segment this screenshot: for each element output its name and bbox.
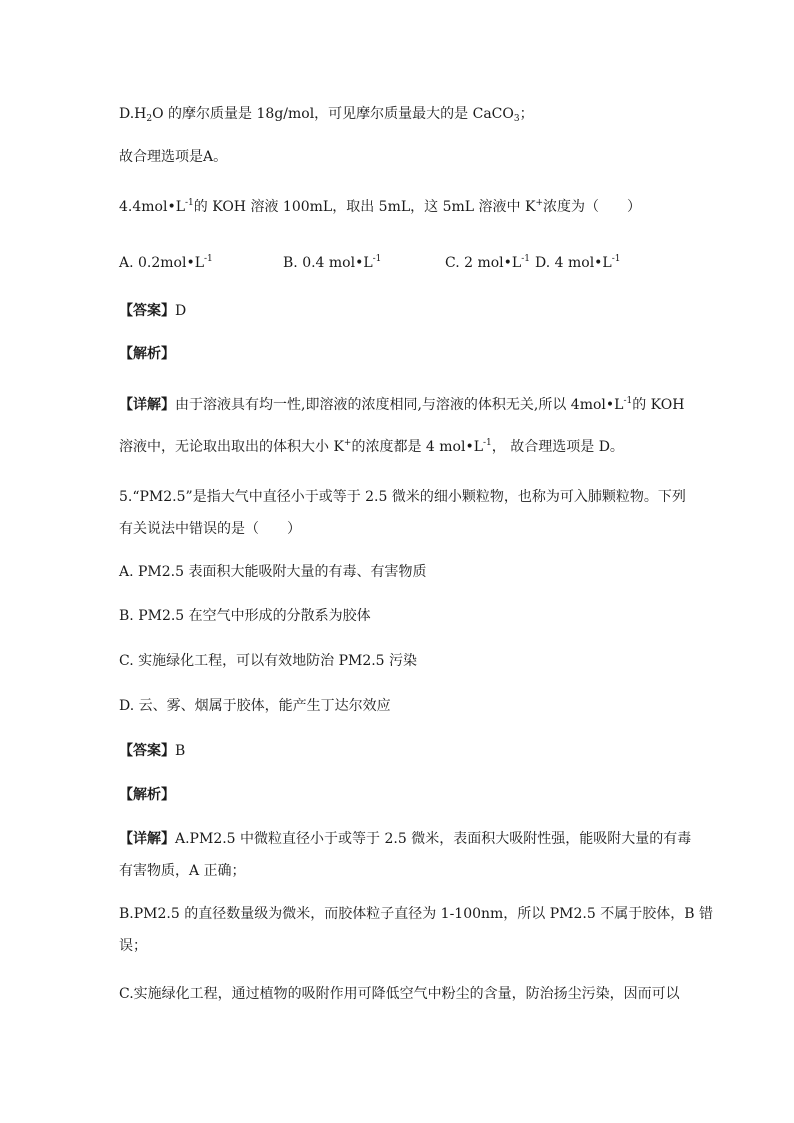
question-5-stem-line-2: 有关说法中错误的是（ ）: [119, 521, 301, 537]
detail-tag: 【详解】: [119, 397, 175, 413]
question-4-option-c: C. 2 $mol•L^{-1}$: [445, 254, 530, 271]
superscript: +: [535, 198, 543, 208]
question-4-option-b: B. 0.4 $mol•L^{-1}$: [283, 254, 382, 271]
question-4-answer: [119, 301, 186, 321]
detail-tag: 【详解】: [119, 831, 175, 847]
question-5-analysis-heading: 【解析】: [119, 787, 175, 803]
question-4-stem: [119, 197, 641, 217]
question-5-stem-line-1: 5.“PM2.5”是指大气中直径小于或等于 2.5 微米的细小颗粒物，也称为可入肺颗粒物。下列: [119, 489, 686, 505]
answer-tag: 【答案】: [119, 303, 175, 319]
question-5-option-c: C. 实施绿化工程，可以有效地防治 PM2.5 污染: [119, 653, 418, 669]
answer-value: D: [175, 303, 187, 319]
text-line-conclusion: 故合理选项是A。: [119, 149, 228, 165]
superscript: -1: [185, 198, 194, 208]
text: 4.4mol•L: [119, 199, 186, 215]
question-5-detail-c-line-1: C.实施绿化工程，通过植物的吸附作用可降低空气中粉尘的含量，防治扬尘污染，因而可以: [119, 986, 680, 1002]
question-5-detail-b-line-2: 误；: [119, 938, 147, 954]
question-5-option-b: B. PM2.5 在空气中形成的分散系为胶体: [119, 608, 371, 624]
text: ；: [519, 106, 534, 122]
question-4-analysis-heading: 【解析】: [119, 346, 175, 362]
question-5-option-d: D. 云、雾、烟属于胶体，能产生丁达尔效应: [119, 698, 391, 714]
question-4-detail-line-1: 【详解】由于溶液具有均一性,即溶液的浓度相同,与溶液的体积无关,所以 $4mol•L^{-1}$的 KOH: [119, 396, 685, 413]
question-5-detail-a-line-2: 有害物质，A 正确；: [119, 863, 246, 879]
question-4-detail-line-2: 溶液中，无论取出取出的体积大小 K+的浓度都是 4 $mol•L^{-1}$， 故合理选项是 D。: [119, 438, 624, 455]
question-5-option-a: A. PM2.5 表面积大能吸附大量的有毒、有害物质: [119, 564, 427, 580]
question-5-detail-b-line-1: B.PM2.5 的直径数量级为微米，而胶体粒子直径为 1-100nm，所以 PM2.5 不属于胶体，B 错: [119, 906, 713, 922]
question-4-option-d: D. 4 $mol•L^{-1}$: [535, 254, 621, 271]
question-5-detail-a-line-1: 【详解】A.PM2.5 中微粒直径小于或等于 2.5 微米，表面积大吸附性强，能吸附大量的有毒: [119, 831, 692, 847]
text: 浓度为（ ）: [542, 199, 641, 215]
text: D.H: [119, 106, 147, 122]
question-4-option-a: A. $0.2mol•L^{-1}$: [119, 254, 213, 271]
text-line-d-option-explanation: [119, 104, 534, 124]
question-5-answer: [119, 741, 185, 761]
answer-tag: 【答案】: [119, 743, 175, 759]
subscript: 2: [146, 114, 153, 124]
subscript: 3: [513, 114, 520, 124]
text: 的 KOH 溶液 100mL，取出 5mL，这 5mL 溶液中 K: [193, 199, 536, 215]
text: O 的摩尔质量是 18g/mol，可见摩尔质量最大的是 CaCO: [152, 106, 514, 122]
answer-value: B: [175, 743, 186, 759]
